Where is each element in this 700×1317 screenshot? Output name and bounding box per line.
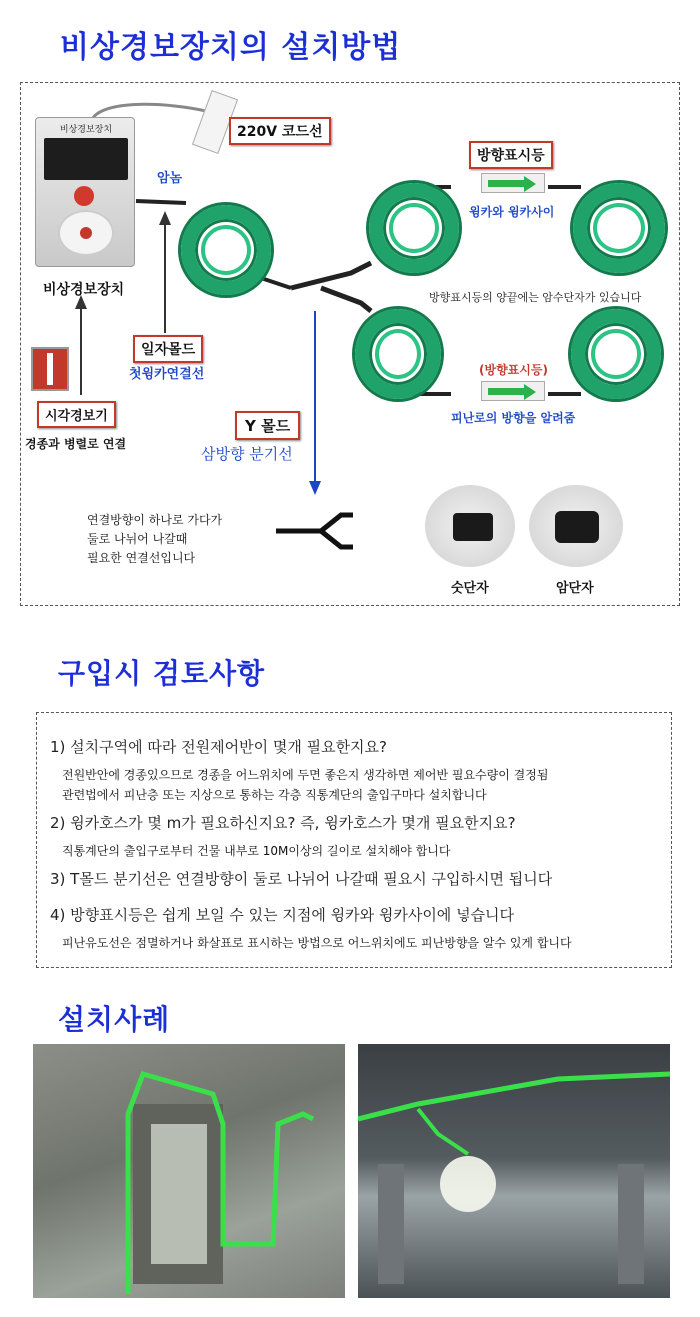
y-note-line-2: 둘로 나뉘어 나갈때 xyxy=(87,532,188,546)
direction-light-top xyxy=(481,173,545,193)
check-item-1: 1) 설치구역에 따라 전원제어반이 몇개 필요한지요? xyxy=(50,738,387,756)
photo-guide-line-left xyxy=(33,1044,345,1298)
check-item-3: 3) T몰드 분기선은 연결방향이 둘로 나뉘어 나갈때 필요시 구입하시면 됩니다 xyxy=(50,870,553,888)
purchase-check-title: 구입시 검토사항 xyxy=(58,657,266,690)
check-note-1b: 관련법에서 피난층 또는 지상으로 통하는 각층 직통계단의 출입구마다 설치합니다 xyxy=(62,788,487,802)
male-terminal-caption: 숫단자 xyxy=(451,581,489,596)
device-panel-label: 비상경보장치 xyxy=(59,125,113,135)
y-note xyxy=(87,511,222,568)
y-mold-label: Y 몰드 xyxy=(235,411,300,440)
direction-light-bottom xyxy=(481,381,545,401)
install-photo-stairwell xyxy=(33,1044,345,1298)
cord-label: 220V 코드선 xyxy=(229,117,331,145)
direction-light-label: 방향표시등 xyxy=(469,141,553,169)
install-diagram xyxy=(20,82,680,606)
install-photo-parking xyxy=(358,1044,670,1298)
check-item-2: 2) 윙카호스가 몇 m가 필요하신지요? 즉, 윙카호스가 몇개 필요한지요? xyxy=(50,814,516,832)
hose-coil-first xyxy=(181,205,271,295)
device-display xyxy=(44,138,128,180)
alarm-device xyxy=(35,117,135,267)
parallel-caption: 경종과 병렬로 연결 xyxy=(25,437,127,451)
install-method-title: 비상경보장치의 설치방법 xyxy=(60,30,402,65)
check-note-4a: 피난유도선은 점멸하거나 화살표로 표시하는 방법으로 어느위치에도 피난방향을 알수 있게 합니다 xyxy=(62,936,572,950)
check-note-2a: 직통계단의 출입구로부터 건물 내부로 10M이상의 길이로 설치해야 합니다 xyxy=(62,844,451,858)
straight-mold-label: 일자몰드 xyxy=(133,335,203,363)
alarm-bell-icon xyxy=(74,186,94,206)
check-note-1a: 전원반안에 경종있으므로 경종을 어느위치에 두면 좋은지 생각하면 제어반 필요수량이 결정됨 xyxy=(62,768,549,782)
hose-coil-top-left xyxy=(369,183,459,273)
photo-guide-line-right xyxy=(358,1044,670,1298)
hose-coil-bottom-left xyxy=(355,309,441,399)
first-connect-caption: 첫윙카연결선 xyxy=(129,367,205,382)
install-examples-title: 설치사례 xyxy=(58,1003,171,1036)
terminal-note: 방향표시등의 양끝에는 암수단자가 있습니다 xyxy=(429,291,642,304)
female-label: 암놈 xyxy=(157,171,183,186)
male-terminal-image xyxy=(425,485,515,567)
speaker-icon xyxy=(58,210,114,256)
y-branch-caption: 삼방향 분기선 xyxy=(201,445,293,463)
y-note-line-1: 연결방향이 하나로 가다가 xyxy=(87,513,223,527)
check-item-4: 4) 방향표시등은 쉽게 보일 수 있는 지점에 윙카와 윙카사이에 넣습니다 xyxy=(50,906,515,924)
between-caption: 윙카와 윙카사이 xyxy=(469,205,555,219)
device-caption: 비상경보장치 xyxy=(43,282,125,298)
visual-alarm-label: 시각경보기 xyxy=(37,401,116,428)
visual-alarm-icon xyxy=(31,347,69,391)
female-terminal-image xyxy=(529,485,623,567)
female-terminal-caption: 암단자 xyxy=(556,581,594,596)
direction-light-paren: (방향표시등) xyxy=(479,363,548,377)
y-note-line-3: 필요한 연결선입니다 xyxy=(87,551,196,565)
evac-caption: 피난로의 방향을 알려줌 xyxy=(451,411,576,425)
hose-coil-bottom-right xyxy=(571,309,661,399)
hose-coil-top-right xyxy=(573,183,665,273)
